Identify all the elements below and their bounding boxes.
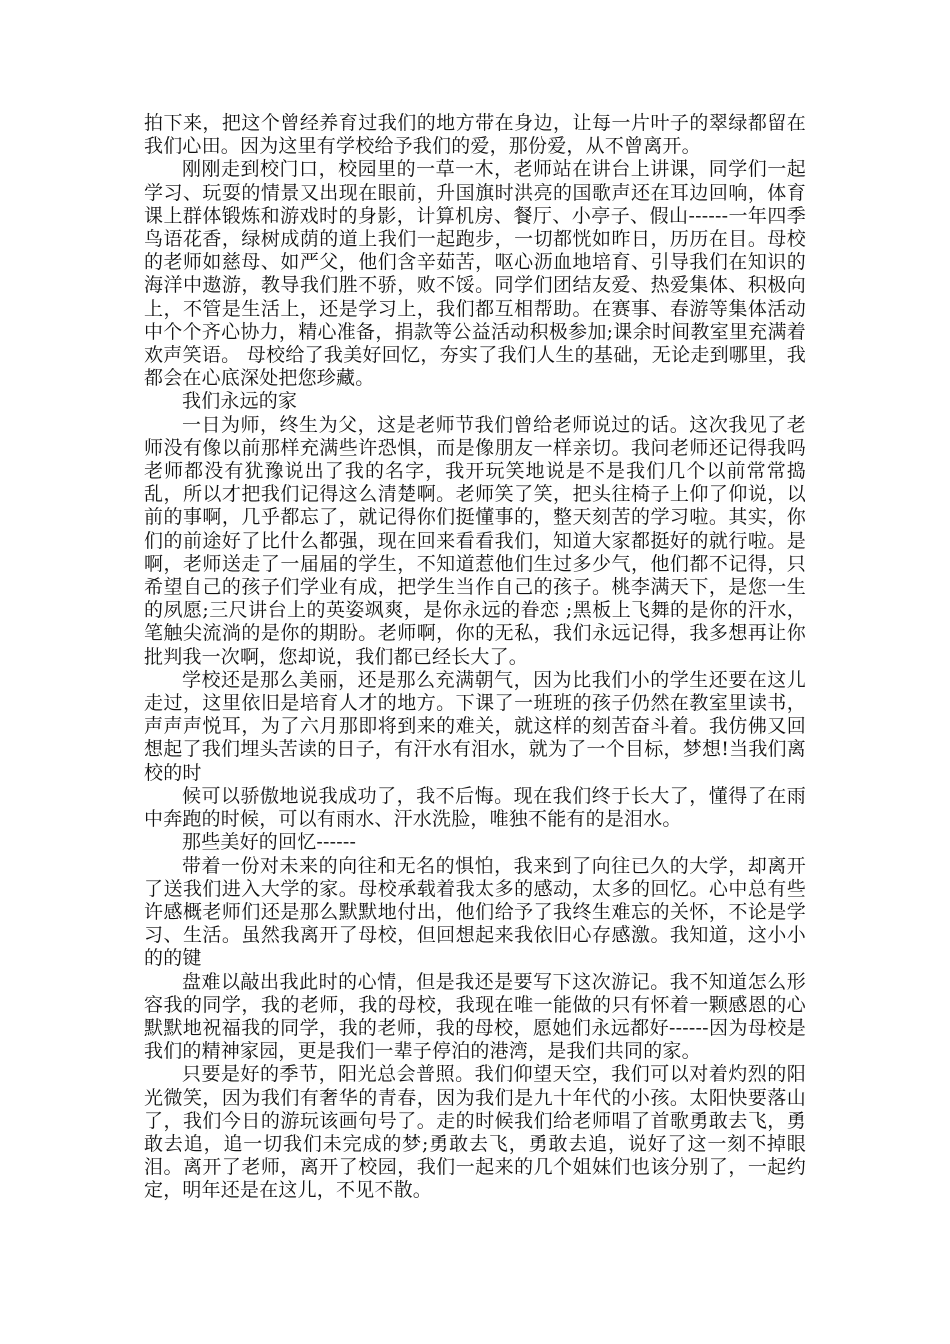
section-heading: 我们永远的家 — [182, 390, 298, 413]
paragraph: 刚刚走到校门口，校园里的一草一木，老师站在讲台上讲课，同学们一起学习、玩耍的情景又出现在眼前，升国旗时洪亮的国歌声还在耳边回响，体育课上群体锻炼和游戏时的身影，计算机房、餐厅、小亭子、假山------一年四季鸟语花香，绿树成荫的道上我们一起跑步，一切都恍如昨日，历历在目。母校的老师如慈母、如严父，他们含辛茹苦，呕心沥血地培育、引导我们在知识的海洋中遨游，教导我们胜不骄，败不馁。同学们团结友爱、热爱集体、积极向上，不管是生活上，还是学习上，我们都互相帮助。在赛事、春游等集体活动中个个齐心协力，精心准备，捐款等公益活动积极参加;课余时间教室里充满着欢声笑语。 母校给了我美好回忆，夯实了我们人生的基础，无论走到哪里，我都会在心底深处把您珍藏。 — [144, 158, 806, 390]
document-body — [144, 112, 806, 1203]
paragraph: 拍下来，把这个曾经养育过我们的地方带在身边，让每一片叶子的翠绿都留在我们心田。因为这里有学校给予我们的爱，那份爱，从不曾离开。 — [144, 112, 806, 158]
paragraph: 一日为师，终生为父，这是老师节我们曾给老师说过的话。这次我见了老师没有像以前那样充满些许恐惧，而是像朋友一样亲切。我问老师还记得我吗老师都没有犹豫说出了我的名字，我开玩笑地说是不是我们几个以前常常捣乱，所以才把我们记得这么清楚啊。老师笑了笑，把头往椅子上仰了仰说，以前的事啊，几乎都忘了，就记得你们挺懂事的，整天刻苦的学习啦。其实，你们的前途好了比什么都强，现在回来看看我们，知道大家都挺好的就行啦。是啊，老师送走了一届届的学生，不知道惹他们生过多少气，他们都不记得，只希望自己的孩子们学业有成，把学生当作自己的孩子。桃李满天下，是您一生的夙愿;三尺讲台上的英姿飒爽，是你永远的眷恋 ;黑板上飞舞的是你的汗水，笔触尖流淌的是你的期盼。老师啊，你的无私，我们永远记得，我多想再让你批判我一次啊，您却说，我们都已经长大了。 — [144, 413, 806, 668]
paragraph: 带着一份对未来的向往和无名的惧怕，我来到了向往已久的大学，却离开了送我们进入大学的家。母校承载着我太多的感动，太多的回忆。心中总有些许感概老师们还是那么默默地付出，他们给予了我终生难忘的关怀，不论是学习、生活。虽然我离开了母校，但回想起来我依旧心存感激。我知道，这小小的的键 — [144, 854, 806, 970]
paragraph: 学校还是那么美丽，还是那么充满朝气，因为比我们小的学生还要在这儿走过，这里依旧是培育人才的地方。下课了一班班的孩子仍然在教室里读书，声声声悦耳，为了六月那即将到来的难关，就这样的刻苦奋斗着。我仿佛又回想起了我们埋头苦读的日子，有汗水有泪水，就为了一个目标，梦想!当我们离校的时 — [144, 668, 806, 784]
section-heading: 那些美好的回忆------ — [182, 831, 357, 854]
paragraph: 候可以骄傲地说我成功了，我不后悔。现在我们终于长大了，懂得了在雨中奔跑的时候，可以有雨水、汗水洗脸，唯独不能有的是泪水。 — [144, 784, 806, 831]
paragraph: 盘难以敲出我此时的心情，但是我还是要写下这次游记。我不知道怎么形容我的同学，我的老师，我的母校，我现在唯一能做的只有怀着一颗感恩的心默默地祝福我的同学，我的老师，我的母校，愿她们永远都好------因为母校是我们的精神家园，更是我们一辈子停泊的港湾，是我们共同的家。 — [144, 970, 806, 1063]
paragraph: 只要是好的季节，阳光总会普照。我们仰望天空，我们可以对着灼烈的阳光微笑，因为我们有奢华的青春，因为我们是九十年代的小孩。太阳快要落山了，我们今日的游玩该画句号了。走的时候我们给老师唱了首歌勇敢去飞，勇敢去追，追一切我们未完成的梦;勇敢去飞，勇敢去追，说好了这一刻不掉眼泪。离开了老师，离开了校园，我们一起来的几个姐妹们也该分别了，一起约定，明年还是在这儿，不见不散。 — [144, 1063, 806, 1202]
